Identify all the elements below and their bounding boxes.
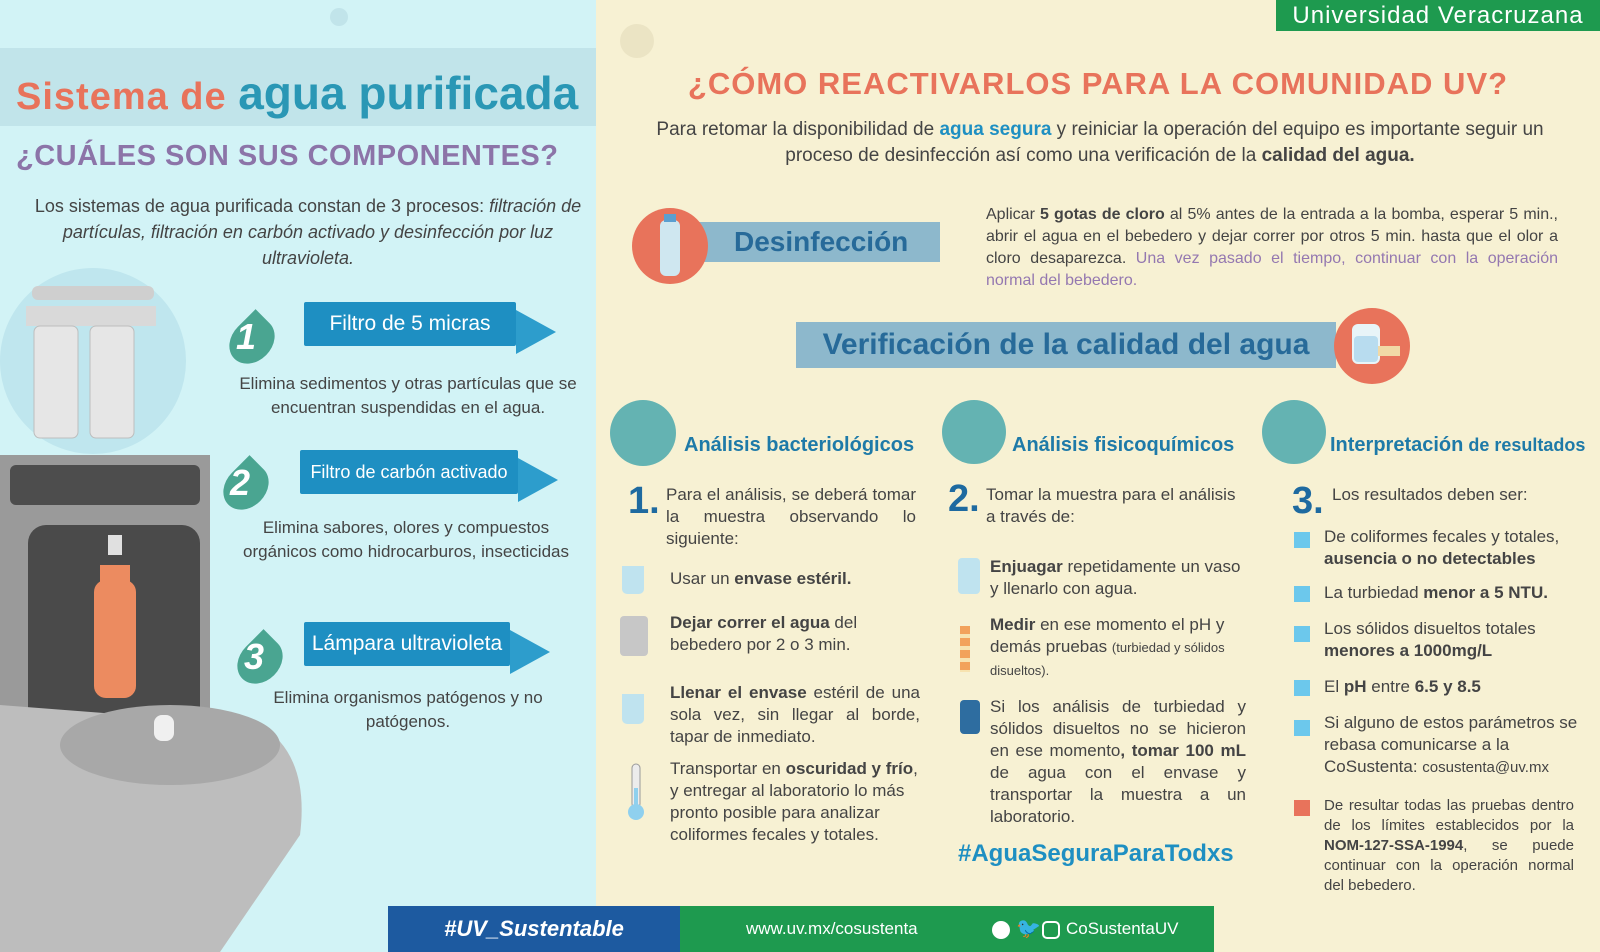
bullet-square [1294, 720, 1310, 736]
cosustenta-url[interactable]: www.uv.mx/cosustenta [746, 919, 918, 938]
col3-final-c: , se puede continuar con la operación normal del bebedero. [1324, 837, 1574, 894]
step3-ribbon-tail [510, 630, 550, 674]
col2-item2-c: en ese momento el pH y demás pruebas [990, 615, 1225, 656]
col1-heading: Análisis bacteriológicos [684, 434, 915, 456]
col1-item3 [670, 682, 920, 748]
instagram-icon[interactable] [1042, 921, 1060, 939]
twitter-icon[interactable]: 🐦 [1016, 918, 1041, 940]
components-heading: ¿CUÁLES SON SUS COMPONENTES? [16, 140, 559, 172]
col2-item2 [990, 614, 1246, 682]
col2-item1 [990, 556, 1246, 600]
col2-item3-b: , tomar 100 mL [1120, 741, 1246, 760]
bullet-square [1294, 626, 1310, 642]
left-panel [0, 0, 596, 952]
intro-a: Para retomar la disponibilidad de [656, 119, 940, 140]
col3-item4 [1324, 676, 1584, 698]
col1-lead: Para el análisis, se deberá tomar la muestra observando lo siguiente: [666, 485, 916, 548]
col3-item2-b: menor a 5 NTU. [1423, 583, 1548, 602]
bullet-square [1294, 532, 1310, 548]
col3-lead: Los resultados deben ser: [1332, 485, 1528, 504]
col2-lead: Tomar la muestra para el análisis a través de: [986, 485, 1236, 526]
title-part1: Sistema de [16, 76, 239, 118]
desinf-drops: 5 gotas de cloro [1040, 206, 1165, 223]
col2-item3-c: de agua con el envase y transportar la muestra a un laboratorio. [990, 763, 1246, 826]
step3-title: Lámpara ultravioleta [304, 622, 510, 666]
intro-c: y reiniciar la operación del equipo es importante seguir un proceso de desinfección así como una verificación de la [785, 119, 1544, 166]
filled-cup-icon [622, 694, 644, 724]
cosustenta-email: cosustenta@uv.mx [1422, 759, 1549, 776]
verificacion-label: Verificación de la calidad del agua [796, 322, 1336, 368]
col3-final-a: De resultar todas las pruebas dentro de los límites establecidos por la [1324, 797, 1574, 834]
glass-icon [1334, 308, 1410, 384]
col3-heading [1330, 434, 1585, 457]
faucet-icon [620, 616, 648, 656]
col2-item2-small: (turbiedad y sólidos disueltos). [990, 640, 1225, 678]
col1-item4-b: oscuridad y frío [785, 759, 914, 778]
step2-ribbon-tail [518, 458, 558, 502]
col3-item5-a: Si alguno de estos parámetros se rebasa comunicarse a la CoSustenta: [1324, 713, 1578, 776]
col1-item2-c: del bebedero por 2 o 3 min. [670, 613, 858, 654]
thermometer-icon [624, 762, 648, 822]
reactivate-intro [640, 117, 1560, 169]
facebook-icon[interactable] [992, 921, 1010, 939]
col2-number: 2. [948, 478, 980, 520]
desinfeccion-label: Desinfección [690, 222, 940, 262]
ph-strip-icon [960, 626, 970, 672]
col1-item1-a: Usar un [670, 569, 735, 588]
uv-sustentable-hashtag: #UV_Sustentable [388, 906, 680, 952]
col2-item3-a: Si los análisis de turbiedad y sólidos disueltos no se hicieron en ese momento [990, 697, 1246, 760]
bottle-icon [632, 208, 708, 284]
filter-cartridge-icon [16, 286, 166, 446]
col3-item5 [1324, 712, 1584, 779]
step1-number: 1 [235, 316, 257, 357]
col1-item4 [670, 758, 920, 846]
col3-item3-a: Los sólidos disueltos totales [1324, 619, 1536, 638]
col2-heading: Análisis fisicoquímicos [1012, 434, 1235, 456]
left-title [16, 66, 578, 120]
col3-final-nom: NOM-127-SSA-1994 [1324, 837, 1464, 854]
cup-icon [622, 566, 644, 594]
col2-item2-b: Medir [990, 615, 1036, 634]
microscope-icon [610, 400, 676, 466]
col3-item1-b: ausencia o no detectables [1324, 549, 1536, 568]
step1-title: Filtro de 5 micras [304, 302, 516, 346]
col1-item4-a: Transportar en [670, 759, 786, 778]
step1-desc: Elimina sedimentos y otras partículas que se encuentran suspendidas en el agua. [239, 374, 577, 417]
step3-number: 3 [243, 636, 265, 677]
step3-desc: Elimina organismos patógenos y no patógenos. [273, 688, 543, 731]
col1-item1 [670, 568, 920, 590]
clipboard-icon [1262, 400, 1326, 464]
col3-item2-a: La turbiedad [1324, 583, 1424, 602]
col3-item4-a: El [1324, 677, 1344, 696]
reactivate-title: ¿CÓMO REACTIVARLOS PARA LA COMUNIDAD UV? [687, 66, 1509, 101]
col3-item4-b: pH [1343, 677, 1367, 696]
intro-quality: calidad del agua. [1261, 145, 1415, 166]
title-part2: agua purificada [238, 67, 579, 119]
step1-ribbon-tail [516, 310, 556, 354]
step2-desc: Elimina sabores, olores y compuestos orgánicos como hidrocarburos, insecticidas [243, 518, 569, 561]
step2-title: Filtro de carbón activado [300, 450, 518, 494]
agua-segura-hashtag: #AguaSeguraParaTodxs [958, 840, 1234, 867]
col3-item1-a: De coliformes fecales y totales, [1324, 527, 1560, 546]
desinf-t3: al 5% antes de la entrada a la bomba, esperar 5 min., abrir el agua en el bebedero y dejar correr por otros 5 min. hasta que el olor a cloro desaparezca. [986, 206, 1558, 267]
col3-item1 [1324, 526, 1584, 570]
intro-italic: filtración de partículas, filtración en carbón activado y desinfección por luz ultravioleta. [62, 196, 582, 268]
col1-item2-b: Dejar correr el agua [670, 613, 830, 632]
bullet-square [1294, 586, 1310, 602]
col1-item4-c: , y entregar al laboratorio lo más pronto posible para analizar coliformes fecales y totales. [670, 759, 918, 844]
col1-item3-b: Llenar el envase [670, 683, 807, 702]
col2-item1-b: Enjuagar [990, 557, 1063, 576]
decor-dot [620, 24, 654, 58]
col3-number: 3. [1292, 480, 1324, 522]
glass-icon-small [958, 558, 980, 594]
col3-heading-a: Interpretación [1330, 434, 1464, 456]
col3-item4-d: 6.5 y 8.5 [1414, 677, 1481, 696]
bullet-square-red [1294, 800, 1310, 816]
col1-item2 [670, 612, 920, 656]
col1-number: 1. [628, 480, 660, 522]
flask-icon [942, 400, 1006, 464]
col3-item3-b: menores a 1000mg/L [1324, 641, 1493, 660]
bullet-square [1294, 680, 1310, 696]
col2-item3 [990, 696, 1246, 828]
step2-number: 2 [229, 462, 251, 503]
col3-item4-c: entre [1366, 677, 1415, 696]
col2-item1-c: repetidamente un vaso y llenarlo con agua. [990, 557, 1241, 598]
desinf-continue: Una vez pasado el tiempo, continuar con la operación normal del bebedero. [986, 250, 1558, 289]
intro-plain: Los sistemas de agua purificada constan de 3 procesos: [34, 196, 490, 216]
sample-bottle-icon [960, 700, 980, 734]
col1-item3-c: estéril de una sola vez, sin llegar al borde, tapar de inmediato. [670, 683, 920, 746]
col3-heading-b: de resultados [1463, 435, 1586, 455]
col3-final [1324, 796, 1574, 896]
social-handle[interactable]: CoSustentaUV [1066, 919, 1179, 938]
desinf-t1: Aplicar [986, 206, 1041, 223]
col1-item1-b: envase estéril. [734, 569, 852, 588]
desinfeccion-text [986, 204, 1558, 292]
left-intro [20, 193, 596, 271]
footer-links [680, 906, 1214, 952]
university-badge: Universidad Veracruzana [1276, 0, 1600, 31]
decor-dot [330, 8, 348, 26]
col3-item3 [1324, 618, 1584, 662]
intro-safe-water: agua segura [939, 119, 1052, 140]
col3-item2 [1324, 582, 1584, 604]
